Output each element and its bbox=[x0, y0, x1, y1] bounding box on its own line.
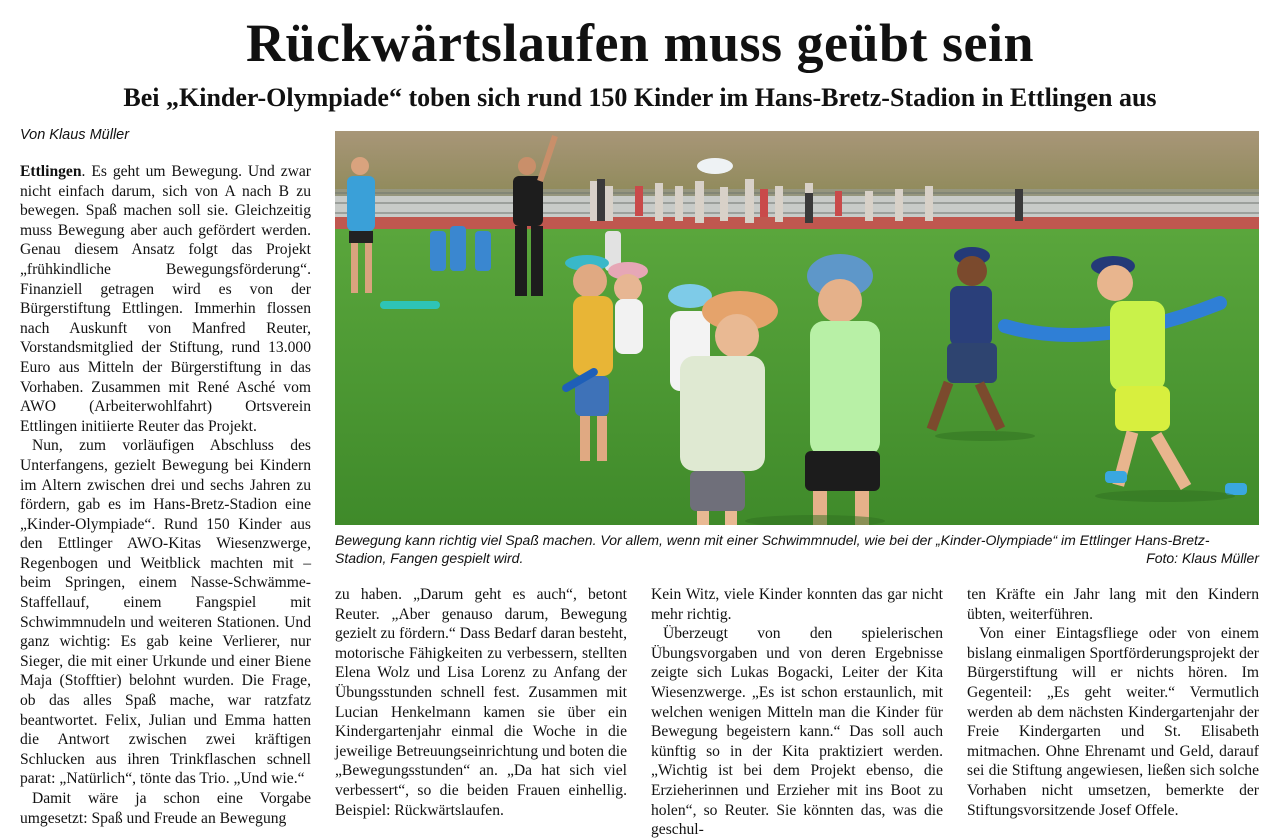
article-photo bbox=[335, 131, 1259, 525]
paragraph: zu haben. „Darum geht es auch“, betont Reuter. „Aber genauso darum, Bewegung gezielt zu fördern.“ Dass Bedarf daran besteht, motorische Fähigkeiten zu verbessern, stellten Elena Wolz und Lisa Lorenz zu Anfang der Übungsstunden schnell fest. Zusammen mit Lucian Henkelmann kamen sie über ein Kindergartenjahr einmal die Woche in die jeweilige Betreuungseinrichtung und boten die „Bewegungsstunden“ an. „Da hat sich viel verbessert“, so die beiden Frauen einhellig. Beispiel: Rückwärtslaufen. bbox=[335, 586, 627, 819]
paragraph: Kein Witz, viele Kinder konnten das gar nicht mehr richtig. bbox=[651, 586, 943, 623]
subheadline: Bei „Kinder-Olympiade“ toben sich rund 150 Kinder im Hans-Bretz-Stadion in Ettlingen aus bbox=[123, 83, 1157, 112]
photo-credit: Foto: Klaus Müller bbox=[1146, 550, 1259, 566]
paragraph: Von einer Eintagsfliege oder von einem bislang einmaligen Sportförderungsprojekt der Bürgerstiftung will er nichts hören. Im Gegenteil: „Es geht weiter.“ Vermutlich werden ab dem nächsten Kindergartenjahr der Freie Kindergarten und St. Elisabeth mitmachen. Ohne Ehrenamt und Geld, darauf sei die Stiftung angewiesen, ließen sich solche Vorhaben nicht umsetzen, bemerkte der Stiftungsvorsitzende Josef Offele. bbox=[967, 625, 1259, 819]
caption-text: Bewegung kann richtig viel Spaß machen. Vor allem, wenn mit einer Schwimmnudel, wie bei der „Kinder-Olympiade“ im Ettlinger Hans-Bretz-Stadion, Fangen gespielt wird. bbox=[335, 532, 1210, 566]
text-column-2 bbox=[335, 585, 627, 820]
byline: Von Klaus Müller bbox=[20, 127, 130, 143]
paragraph: Ettlingen. Es geht um Bewegung. Und zwar nicht einfach darum, sich von A nach B zu bewegen. Spaß machen soll sie. Gleichzeitig muss Bewegung aber auch gefördert werden. Genau diesem Ansatz folgt das Projekt „frühkindliche Bewegungsförderung“. Finanziell getragen wird es von der Bürgerstiftung Ettlingen. Immerhin flossen nach Auskunft von Manfred Reuter, Vorstandsmitglied der Stiftung, rund 13.000 Euro aus Mitteln der Bürgerstiftung in das Vorhaben. Zusammen mit René Asché vom AWO (Arbeiterwohlfahrt) Ortsverein Ettlingen initiierte Reuter das Projekt. bbox=[20, 163, 311, 435]
photo-caption bbox=[335, 531, 1259, 567]
text-column-1 bbox=[20, 162, 311, 828]
paragraph: Damit wäre ja schon eine Vorgabe umgesetzt: Spaß und Freude an Bewegung bbox=[20, 790, 311, 827]
headline: Rückwärtslaufen muss geübt sein bbox=[245, 13, 1035, 73]
paragraph: Nun, zum vorläufigen Abschluss des Unterfangens, gezielt Bewegung bei Kindern im Altern zwischen drei und sechs Jahren zu fördern, gab es im Hans-Bretz-Stadion eine „Kinder-Olympiade“. Rund 150 Kinder aus den Ettlinger AWO-Kitas Wiesenzwerge, Regenbogen und Weitblick machten mit – beim Springen, einem Nasse-Schwämme-Staffellauf, einem Fangspiel mit Schwimmnudeln und weiteren Stationen. Und ganz wichtig: Es gab keine Verlierer, nur Sieger, die mit einer Urkunde und einer Biene Maja (Stofftier) belohnt wurden. Die Frage, ob das alles Spaß mache, war ratzfatz beantwortet. Felix, Julian und Emma hatten die Antwort zwischen zwei kräftigen Schlucken aus ihren Trinkflaschen schnell parat: „Natürlich“, tönte das Trio. „Und wie.“ bbox=[20, 437, 311, 788]
text-column-4 bbox=[967, 585, 1259, 820]
paragraph: Überzeugt von den spielerischen Übungsvorgaben und von deren Ergebnisse zeigte sich Lukas Bogacki, Leiter der Kita Wiesenzwerge. „Es ist schon erstaunlich, mit welchen wenigen Mitteln man die Kinder für Bewegung begeistern kann.“ Das soll auch künftig so in der Kita praktiziert werden. „Wichtig ist bei dem Projekt ebenso, die Erzieherinnen und Erzieher mit ins Boot zu holen“, so Reuter. Sie könnten das, was die geschul- bbox=[651, 625, 943, 839]
paragraph: ten Kräfte ein Jahr lang mit den Kindern übten, weiterführen. bbox=[967, 586, 1259, 623]
dateline: Ettlingen bbox=[20, 163, 82, 180]
text-column-3 bbox=[651, 585, 943, 840]
